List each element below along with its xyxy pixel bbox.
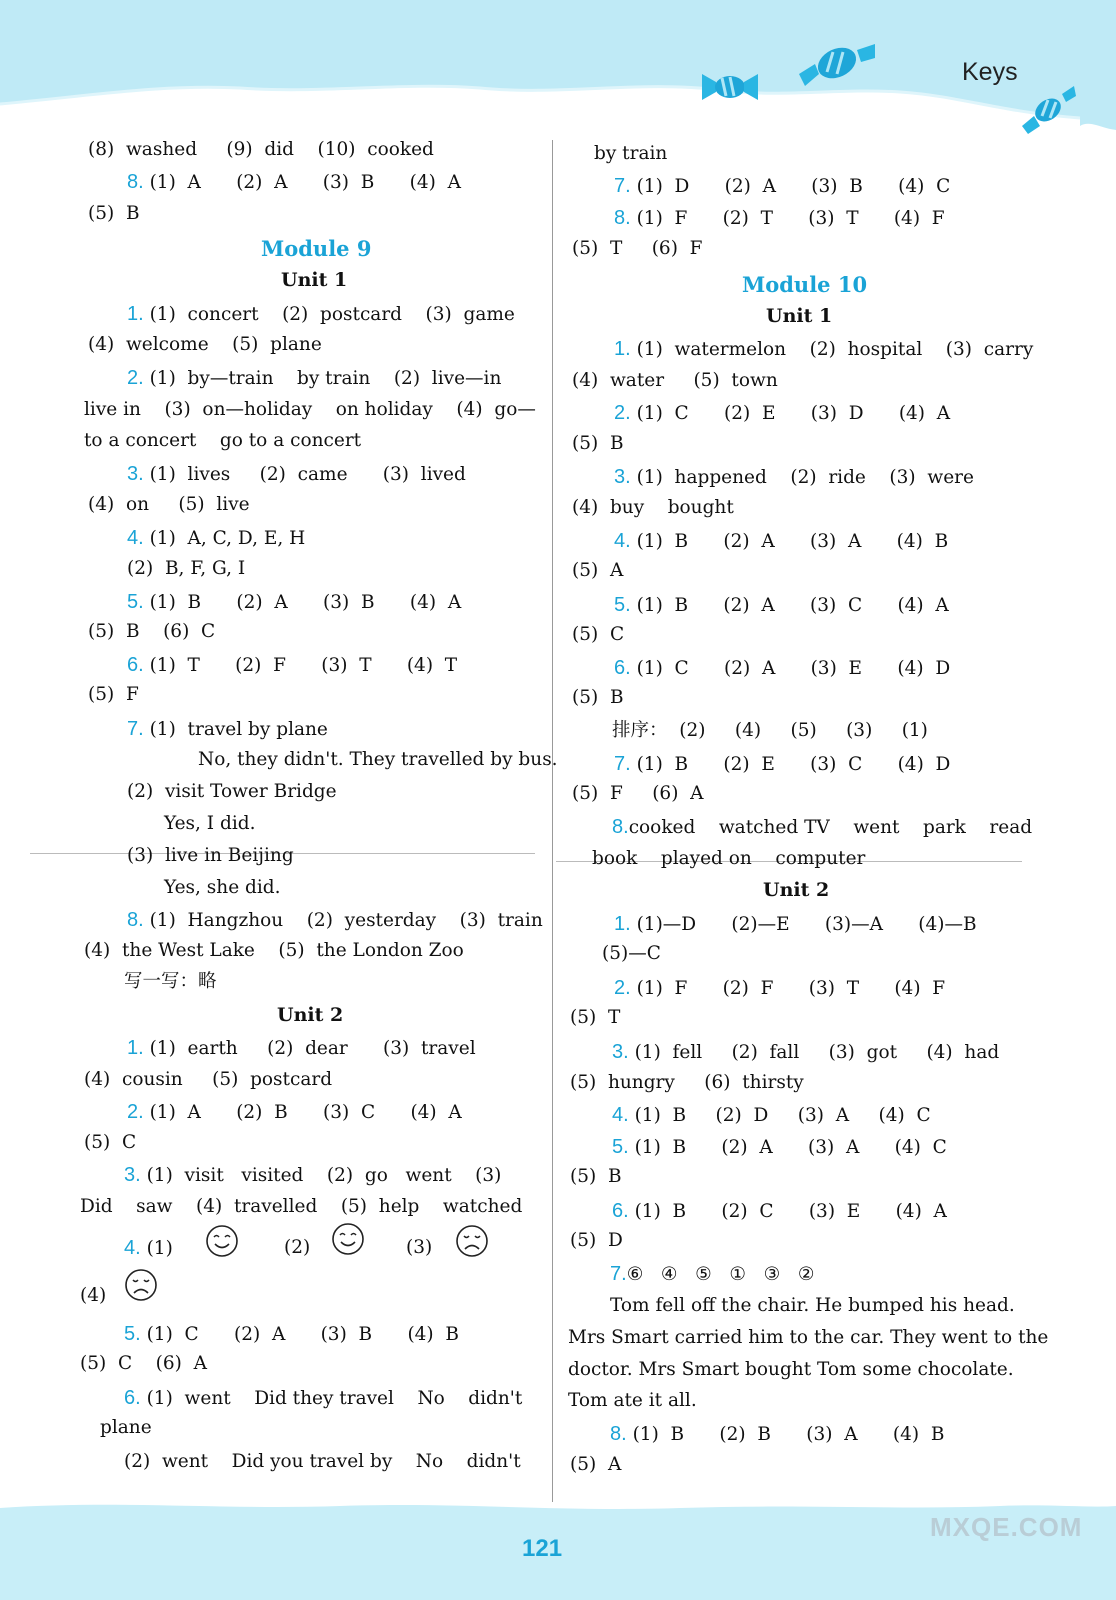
module-heading: Module 9 (261, 236, 372, 261)
question-number: 3. (612, 1041, 629, 1063)
answer-line: (5) B (6) C (88, 621, 216, 642)
answer-line: No, they didn't. They travelled by bus. (198, 749, 558, 770)
answer-line: 6. (1) went Did they travel No didn't (124, 1387, 523, 1409)
question-number: 4. (612, 1104, 629, 1126)
answer-line: (4) (80, 1285, 107, 1306)
question-number: 1. (127, 303, 144, 325)
candy-icon (797, 38, 877, 88)
answer-line: by train (594, 143, 668, 164)
answer-line: (2) (284, 1237, 311, 1258)
question-number: 5. (124, 1323, 141, 1345)
question-number: 8. (610, 1423, 627, 1445)
answer-line: live in (3) on—holiday on holiday (4) go— (84, 399, 536, 420)
answer-line: 5. (1) B (2) A (3) B (4) A (127, 591, 462, 613)
candy-icon (700, 66, 760, 106)
question-number: 4. (124, 1237, 141, 1259)
answer-line: (5) T (570, 1007, 621, 1028)
answer-line: (5) A (572, 560, 624, 581)
answer-line: (5) C (84, 1132, 137, 1153)
answer-line: (5) F (6) A (572, 783, 704, 804)
unit-heading: Unit 1 (766, 305, 833, 327)
unit-heading: Unit 1 (281, 269, 348, 291)
answer-line: Did saw (4) travelled (5) help watched (80, 1196, 523, 1217)
answer-line: 7. (1) B (2) E (3) C (4) D (614, 753, 951, 775)
answer-line: 4. (1) B (2) D (3) A (4) C (612, 1104, 931, 1126)
answer-line: 2. (1) by—train by train (2) live—in (127, 367, 502, 389)
question-number: 2. (614, 977, 631, 999)
question-number: 1. (127, 1037, 144, 1059)
answer-line: 2. (1) C (2) E (3) D (4) A (614, 402, 951, 424)
answer-line: (5) T (6) F (572, 238, 703, 259)
answer-line: (5) C (6) A (80, 1353, 207, 1374)
column-divider (552, 140, 553, 1502)
answer-line: (5)—C (602, 943, 661, 964)
answer-line: 7.⑥ ④ ⑤ ① ③ ② (610, 1263, 815, 1285)
question-number: 3. (127, 463, 144, 485)
answer-line: (5) B (88, 203, 140, 224)
answer-line: (5) B (572, 687, 624, 708)
question-number: 3. (614, 466, 631, 488)
answer-line: (2) visit Tower Bridge (127, 781, 337, 802)
answer-line: (5) F (88, 684, 139, 705)
unit-heading: Unit 2 (763, 879, 830, 901)
answer-line: 2. (1) F (2) F (3) T (4) F (614, 977, 946, 999)
answer-line: 8. (1) B (2) B (3) A (4) B (610, 1423, 945, 1445)
question-number: 8. (614, 207, 631, 229)
answer-line: 6. (1) C (2) A (3) E (4) D (614, 657, 951, 679)
answer-line: (3) (406, 1237, 433, 1258)
answer-line: 8. (1) Hangzhou (2) yesterday (3) train (127, 909, 543, 931)
answer-line: 7. (1) travel by plane (127, 718, 328, 740)
answer-line: (5) B (570, 1166, 622, 1187)
sad-face-icon (124, 1268, 158, 1302)
answer-line: (8) washed (9) did (10) cooked (88, 139, 434, 160)
watermark: MXQE.COM (930, 1512, 1083, 1542)
answer-line: 7. (1) D (2) A (3) B (4) C (614, 175, 951, 197)
answer-line: (4) cousin (5) postcard (84, 1069, 333, 1090)
answer-line: (2) B, F, G, I (127, 558, 246, 579)
answer-line: (4) buy bought (572, 497, 734, 518)
answer-line: 1. (1) watermelon (2) hospital (3) carry (614, 338, 1034, 360)
answer-line: (2) went Did you travel by No didn't (124, 1451, 521, 1472)
answer-line: to a concert go to a concert (84, 430, 362, 451)
answer-line: (5) A (570, 1454, 622, 1475)
question-number: 6. (612, 1200, 629, 1222)
answer-line: 3. (1) visit visited (2) go went (3) (124, 1164, 502, 1186)
question-number: 1. (614, 913, 631, 935)
question-number: 8. (612, 816, 629, 838)
answer-line: (5) D (570, 1230, 623, 1251)
answer-line: (5) hungry (6) thirsty (570, 1072, 804, 1093)
question-number: 5. (614, 594, 631, 616)
answer-line: (5) C (572, 624, 625, 645)
answer-line: (4) the West Lake (5) the London Zoo (84, 940, 464, 961)
question-number: 5. (127, 591, 144, 613)
answer-line: 3. (1) happened (2) ride (3) were (614, 466, 974, 488)
question-number: 4. (127, 527, 144, 549)
answer-line: 8. (1) A (2) A (3) B (4) A (127, 171, 461, 193)
answer-line: 写一写：略 (124, 971, 217, 992)
answer-line: 4. (1) A, C, D, E, H (127, 527, 306, 549)
question-number: 7. (127, 718, 144, 740)
answer-line: 4. (1) B (2) A (3) A (4) B (614, 530, 949, 552)
answer-line: 5. (1) B (2) A (3) A (4) C (612, 1136, 947, 1158)
answer-line: book played on computer (592, 848, 866, 869)
header-title: Keys (962, 58, 1018, 86)
question-number: 6. (614, 657, 631, 679)
answer-line: 3. (1) fell (2) fall (3) got (4) had (612, 1041, 1000, 1063)
question-number: 4. (614, 530, 631, 552)
smiley-face-icon (331, 1222, 365, 1256)
answer-line: 5. (1) C (2) A (3) B (4) B (124, 1323, 460, 1345)
question-number: 6. (127, 654, 144, 676)
answer-line: (5) B (572, 433, 624, 454)
answer-line: (4) water (5) town (572, 370, 778, 391)
answer-line: Yes, she did. (164, 877, 281, 898)
answer-line: Mrs Smart carried him to the car. They went to the (568, 1327, 1049, 1348)
answer-line: 1. (1) earth (2) dear (3) travel (127, 1037, 476, 1059)
question-number: 5. (612, 1136, 629, 1158)
question-number: 7. (614, 753, 631, 775)
question-number: 8. (127, 909, 144, 931)
question-number: 2. (127, 367, 144, 389)
question-number: 2. (127, 1101, 144, 1123)
answer-line: (3) live in Beijing (127, 845, 294, 866)
question-number: 7. (614, 175, 631, 197)
question-number: 3. (124, 1164, 141, 1186)
answer-line: Yes, I did. (164, 813, 256, 834)
answer-line: Tom fell off the chair. He bumped his head. (610, 1295, 1015, 1316)
candy-icon (1020, 84, 1076, 134)
answer-line: 8. (1) F (2) T (3) T (4) F (614, 207, 945, 229)
answer-line: 1. (1) concert (2) postcard (3) game (127, 303, 515, 325)
answer-line: doctor. Mrs Smart bought Tom some chocolate. (568, 1359, 1014, 1380)
answer-line: 6. (1) B (2) C (3) E (4) A (612, 1200, 947, 1222)
module-heading: Module 10 (742, 272, 868, 297)
smiley-face-icon (205, 1224, 239, 1258)
question-number: 7. (610, 1263, 627, 1285)
answer-line: 2. (1) A (2) B (3) C (4) A (127, 1101, 462, 1123)
answer-line: (4) welcome (5) plane (88, 334, 322, 355)
question-number: 6. (124, 1387, 141, 1409)
answer-line: Tom ate it all. (568, 1390, 697, 1411)
question-number: 8. (127, 171, 144, 193)
answer-line: 8.cooked watched TV went park read (612, 816, 1033, 838)
answer-line: 3. (1) lives (2) came (3) lived (127, 463, 466, 485)
answer-line: 4. (1) (124, 1237, 173, 1259)
header-wave-band (0, 0, 1116, 135)
page-number: 121 (522, 1535, 563, 1562)
question-number: 2. (614, 402, 631, 424)
question-number: 1. (614, 338, 631, 360)
answer-line: plane (100, 1417, 152, 1438)
answer-line: 1. (1)—D (2)—E (3)—A (4)—B (614, 913, 977, 935)
answer-line: 6. (1) T (2) F (3) T (4) T (127, 654, 458, 676)
answer-line: 5. (1) B (2) A (3) C (4) A (614, 594, 949, 616)
unit-heading: Unit 2 (277, 1004, 344, 1026)
answer-line: 排序： (2) (4) (5) (3) (1) (612, 720, 928, 741)
answer-line: (4) on (5) live (88, 494, 250, 515)
sad-face-icon (455, 1224, 489, 1258)
